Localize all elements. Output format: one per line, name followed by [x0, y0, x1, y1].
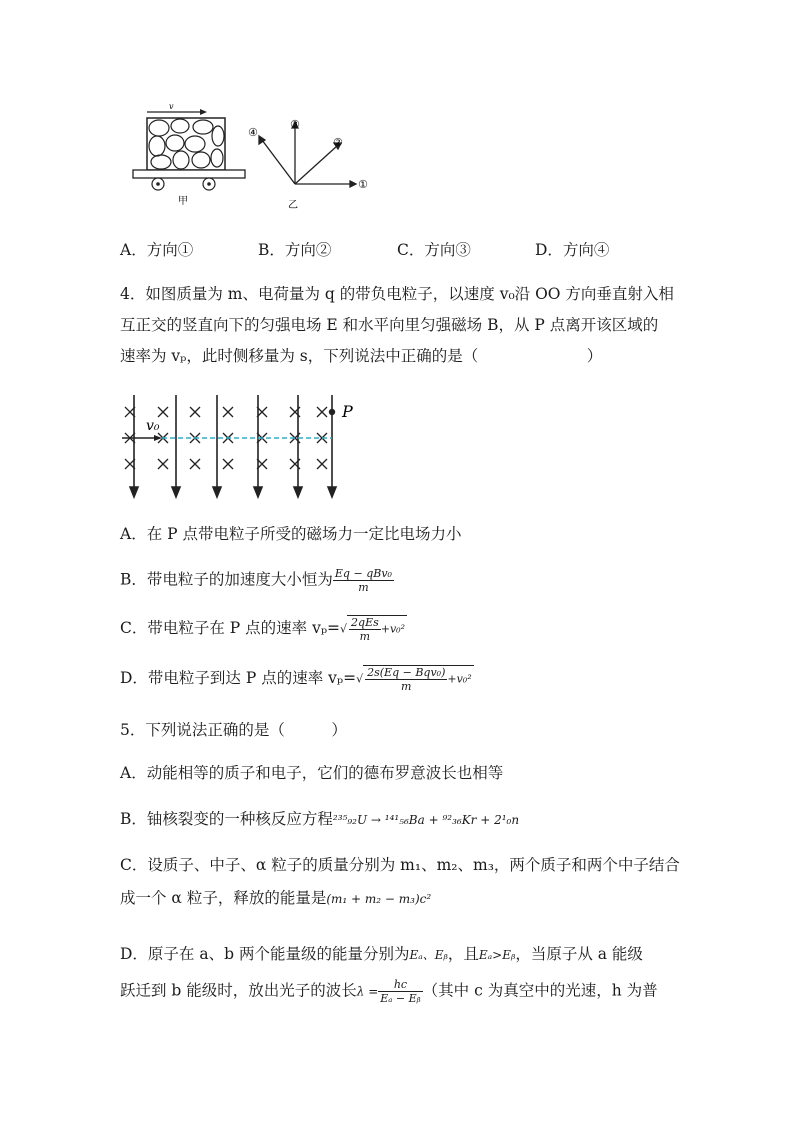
dir2-label: ② [333, 136, 343, 149]
q5-option-a[interactable]: A．动能相等的质子和电子，它们的德布罗意波长也相等 [120, 764, 504, 782]
q3-option-d[interactable]: D．方向④ [535, 241, 610, 259]
q4-option-d-text: D．带电粒子到达 P 点的速率 vₚ= [120, 669, 357, 687]
field-figure [118, 395, 368, 505]
v0-label: v₀ [146, 418, 160, 434]
q4-option-d[interactable] [120, 665, 474, 693]
q5-option-d-text-e: （其中 c 为真空中的光速，h 为普 [422, 981, 658, 1000]
q5-option-b[interactable] [120, 807, 519, 829]
q5-option-d-text-a: D．原子在 a、b 两个能量级的能量分别为 [120, 945, 410, 963]
q3-option-c[interactable]: C．方向③ [397, 241, 471, 259]
q5-option-d-fraction: $\frac{hc}{\text{Eₐ − Eᵦ}}$ [380, 978, 421, 1005]
q4-option-b-text: B．带电粒子的加速度大小恒为 [120, 570, 333, 589]
q4-option-c-text: C．带电粒子在 P 点的速率 vₚ= [120, 619, 341, 637]
q4-option-a[interactable]: A．在 P 点带电粒子所受的磁场力一定比电场力小 [120, 525, 462, 543]
dir3-label: ③ [290, 118, 300, 131]
q4-option-c[interactable] [120, 615, 407, 643]
q4-option-b[interactable] [120, 567, 394, 594]
q5-option-c-line1[interactable]: C．设质子、中子、α 粒子的质量分别为 m₁、m₂、m₃，两个质子和两个中子结合 [120, 856, 680, 874]
velocity-label: v [169, 102, 174, 111]
q4-option-b-fraction: $\frac{\text{Eq − qBv₀}}{m}$ [334, 567, 392, 594]
q5-option-d-eq1: Eₐ、Eᵦ [409, 948, 448, 962]
q5-option-d-text-b: ，且 [447, 945, 479, 963]
q5-option-c-text: 成一个 α 粒子，释放的能量是 [120, 889, 327, 907]
q4-option-c-sqrt: √ $\frac{\text{2qEs}}{m}$ +v₀² [340, 616, 406, 643]
q5-option-d-lambda: λ = [356, 984, 379, 999]
dir4-label: ④ [248, 126, 258, 139]
q5-option-d-text-d: 跃迁到 b 能级时，放出光子的波长 [120, 981, 357, 1000]
cart-figure [125, 100, 375, 215]
q4-option-d-sqrt: √ $\frac{\text{2s(Eq − Bqv₀)}}{m}$ +v₀² [356, 666, 472, 693]
q3-option-a[interactable]: A．方向① [120, 241, 194, 259]
q4-stem-line1: 4．如图质量为 m、电荷量为 q 的带负电粒子，以速度 v₀沿 OO 方向垂直射入相 [120, 285, 674, 303]
q5-option-b-equation: ²³⁵₉₂U → ¹⁴¹₅₆Ba + ⁹²₃₆Kr + 2¹₀n [332, 813, 520, 827]
q5-stem: 5．下列说法正确的是（ ） [120, 721, 347, 739]
q5-option-d-line2[interactable] [120, 978, 658, 1005]
q5-option-d-line1[interactable] [120, 942, 643, 964]
q5-option-b-text: B．铀核裂变的一种核反应方程 [120, 810, 333, 828]
q5-option-d-text-c: ，当原子从 a 能级 [515, 945, 643, 963]
label-yi: 乙 [288, 200, 298, 211]
q5-option-c-line2[interactable] [120, 886, 431, 908]
dir1-label: ① [358, 178, 368, 191]
q5-option-d-eq2: Eₐ>Eᵦ [478, 948, 516, 962]
point-p-label: P [342, 402, 353, 421]
q4-stem-line2: 互正交的竖直向下的匀强电场 E 和水平向里匀强磁场 B，从 P 点离开该区域的 [120, 316, 659, 334]
label-jia: 甲 [178, 196, 188, 207]
q3-option-b[interactable]: B．方向② [258, 241, 332, 259]
q5-option-c-equation: (m₁ + m₂ − m₃)c² [326, 892, 432, 906]
q4-stem-line3: 速率为 vₚ，此时侧移量为 s，下列说法中正确的是（ ） [120, 347, 603, 365]
